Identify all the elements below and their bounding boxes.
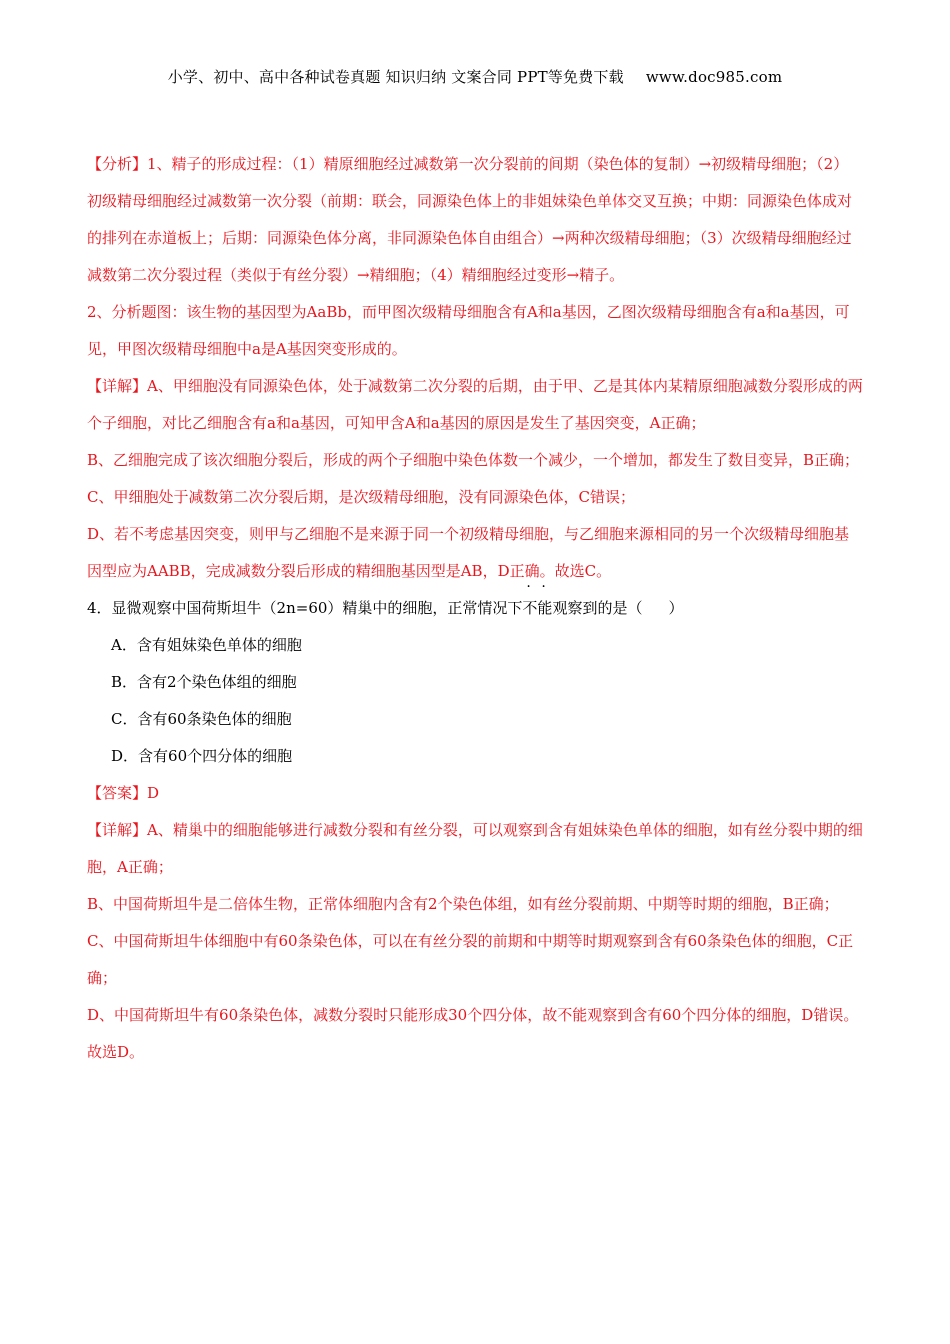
option-b: B．含有2个染色体组的细胞 (111, 673, 297, 691)
detail-b: B、中国荷斯坦牛是二倍体生物，正常体细胞内含有2个染色体组，如有丝分裂前期、中期等时期的细胞，B正确； (87, 895, 839, 913)
detail-a: 【详解】A、精巢中的细胞能够进行减数分裂和有丝分裂，可以观察到含有姐妹染色单体的细胞，如有丝分裂中期的细胞，A正确； (87, 821, 863, 876)
page-header (0, 66, 950, 87)
option-a: A．含有姐妹染色单体的细胞 (111, 636, 302, 654)
explanation-c: C、甲细胞处于减数第二次分裂后期，是次级精母细胞，没有同源染色体，C错误； (87, 488, 635, 506)
explanation-d: D、若不考虑基因突变，则甲与乙细胞不是来源于同一个初级精母细胞，与乙细胞来源相同的另一个次级精母细胞基因型应为AABB，完成减数分裂后形成的精细胞基因型是AB，D正确。故选C。 (87, 525, 850, 580)
analysis-paragraph-2: 2、分析题图：该生物的基因型为AaBb，而甲图次级精母细胞含有A和a基因，乙图次级精母细胞含有a和a基因，可见，甲图次级精母细胞中a是A基因突变形成的。 (87, 303, 850, 358)
question-stem-after: 观察到的是（ (552, 599, 643, 617)
header-text: 小学、初中、高中各种试卷真题 知识归纳 文案合同 PPT等免费下载 (167, 68, 624, 86)
question-4-stem (87, 590, 863, 627)
option-c: C．含有60条染色体的细胞 (111, 710, 292, 728)
option-d: D．含有60个四分体的细胞 (111, 747, 293, 765)
explanation-b: B、乙细胞完成了该次细胞分裂后，形成的两个子细胞中染色体数一个减少，一个增加，都发生了数目变异，B正确； (87, 451, 860, 469)
answer-line: 【答案】D (87, 784, 160, 802)
question-stem-before: 4．显微观察中国荷斯坦牛（2n=60）精巢中的细胞，正常情况下 (87, 599, 523, 617)
analysis-paragraph-1: 【分析】1、精子的形成过程：（1）精原细胞经过减数第一次分裂前的间期（染色体的复制）→初级精母细胞；（2）初级精母细胞经过减数第一次分裂（前期：联会，同源染色体上的非姐妹染色单体交叉互换；中期：同源染色体成对的排列在赤道板上；后期：同源染色体分离，非同源染色体自由组合）→两种次级精母细胞；（3）次级精母细胞经过减数第二次分裂过程（类似于有丝分裂）→精细胞；（4）精细胞经过变形→精子。 (87, 155, 853, 284)
emphasis-char-1: 不 (522, 599, 538, 617)
detail-d: D、中国荷斯坦牛有60条染色体，减数分裂时只能形成30个四分体，故不能观察到含有60个四分体的细胞，D错误。故选D。 (87, 1006, 859, 1061)
detail-c: C、中国荷斯坦牛体细胞中有60条染色体，可以在有丝分裂的前期和中期等时期观察到含有60条染色体的细胞，C正确； (87, 932, 854, 987)
header-url: www.doc985.com (645, 68, 783, 86)
question-paren-close: ） (668, 599, 684, 617)
explanation-a: 【详解】A、甲细胞没有同源染色体，处于减数第二次分裂的后期，由于甲、乙是其体内某精原细胞减数分裂形成的两个子细胞，对比乙细胞含有a和a基因，可知甲含A和a基因的原因是发生了基因突变，A正确； (87, 377, 863, 432)
document-body (87, 146, 863, 1071)
emphasis-char-2: 能 (537, 599, 553, 617)
